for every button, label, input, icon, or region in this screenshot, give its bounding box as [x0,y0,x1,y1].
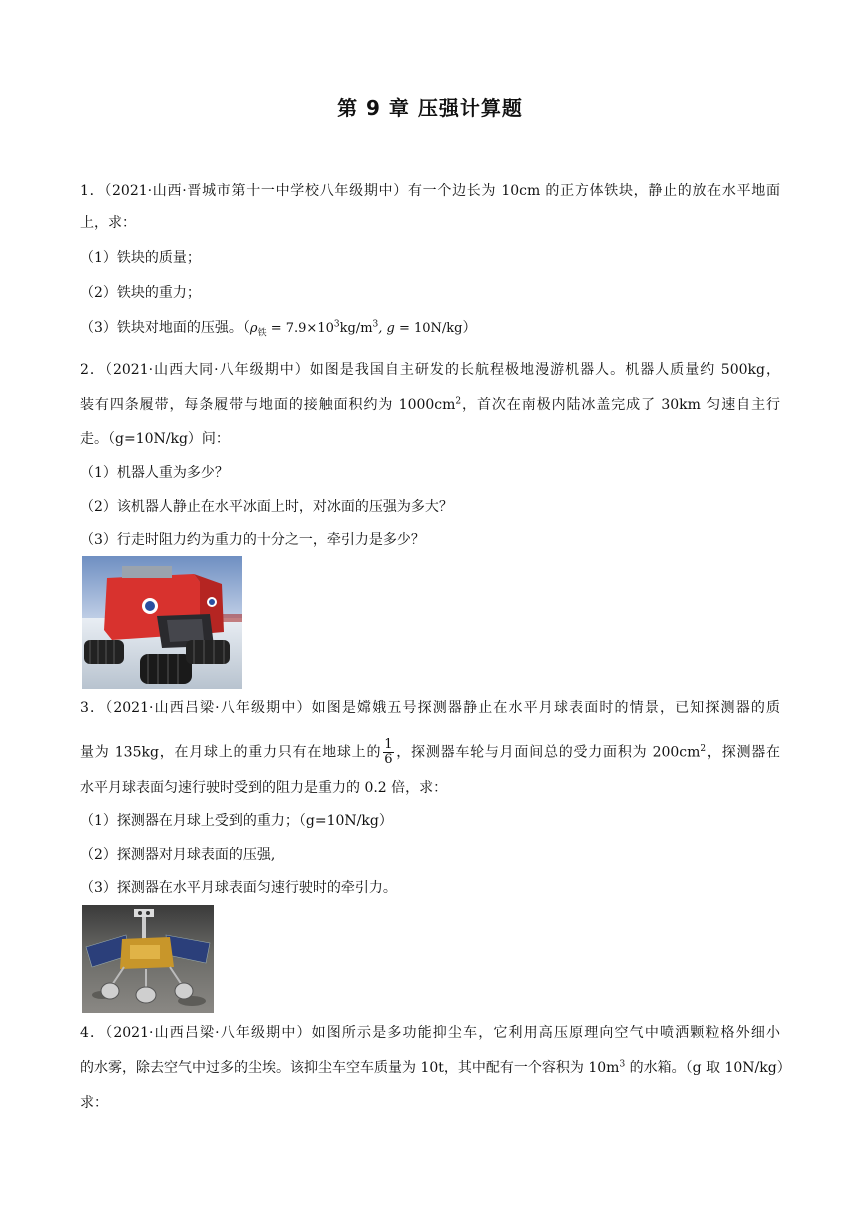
polar-robot-photo-icon [82,556,242,689]
rho-subscript: 铁 [257,328,267,339]
q1-sub3 [80,318,780,344]
density-unit-exponent: 3 [372,319,379,330]
one-sixth-fraction [383,738,393,767]
q2-line2 [80,395,780,415]
density-formula [249,319,463,339]
q2-line2-a: 装有四条履带，每条履带与地面的接触面积约为 1000cm [80,397,456,413]
rho-symbol: ρ [249,321,258,336]
density-exponent: 3 [333,319,340,330]
q3-sub3: （3）探测器在水平月球表面匀速行驶时的牵引力。 [80,880,397,896]
q3-area-exponent: 2 [700,743,707,754]
q3-line3: 水平月球表面匀速行驶时受到的阻力是重力的 0.2 倍，求： [80,780,448,796]
q3-line2 [80,738,780,767]
polar-robot-image [82,556,242,689]
g-symbol: , g [378,321,395,336]
density-unit: kg/m [339,321,373,336]
page-title: 第 9 章 压强计算题 [337,96,523,120]
q4-line3: 求： [80,1095,108,1111]
q1-sub3-suffix: ） [462,320,477,336]
lunar-rover-image [82,905,214,1013]
q2-line2-b: ，首次在南极内陆冰盖完成了 30km 匀速自主行 [461,397,780,413]
q2-sub2: （2）该机器人静止在水平冰面上时，对冰面的压强为多大？ [80,499,453,515]
fraction-denominator: 6 [384,752,393,767]
q1-sub1: （1）铁块的质量； [80,250,201,266]
q3-sub2: （2）探测器对月球表面的压强, [80,847,276,863]
q4-line2-a: 的水雾，除去空气中过多的尘埃。该抑尘车空车质量为 10t，其中配有一个容积为 10m [80,1060,620,1076]
density-value: = 7.9×10 [266,321,334,336]
q3-line2-a: 量为 135kg，在月球上的重力只有在地球上的 [80,744,382,761]
q1-line1: 1．（2021·山西·晋城市第十一中学校八年级期中）有一个边长为 10cm 的正方体铁块，静止的放在水平地面 [80,183,780,199]
q3-sub1: （1）探测器在月球上受到的重力；（g=10N/kg） [80,813,393,829]
q3-line2-c: ，探测器在 [706,744,781,761]
q2-sub1: （1）机器人重为多少？ [80,465,229,481]
q4-volume-exponent: 3 [619,1059,626,1070]
q2-sub3: （3）行走时阻力约为重力的十分之一，牵引力是多少？ [80,532,425,548]
q4-line1: 4．（2021·山西吕梁·八年级期中）如图所示是多功能抑尘车，它利用高压原理向空气中喷洒颗粒格外细小 [80,1025,780,1041]
q1-sub2: （2）铁块的重力； [80,285,201,301]
g-value: = 10N/kg [394,321,463,336]
q4-line2 [80,1058,791,1078]
q2-line1: 2．（2021·山西大同·八年级期中）如图是我国自主研发的长航程极地漫游机器人。机器人质量约 500kg， [80,362,780,378]
q4-line2-b: 的水箱。（g 取 10N/kg） [625,1060,791,1076]
q1-sub3-prefix: （3）铁块对地面的压强。（ [80,320,250,336]
q2-line3: 走。（g=10N/kg）问： [80,431,230,447]
q3-line1: 3．（2021·山西吕梁·八年级期中）如图是嫦娥五号探测器静止在水平月球表面时的情景，已知探测器的质 [80,700,780,716]
fraction-numerator: 1 [384,737,393,752]
q1-line2: 上，求： [80,215,136,231]
lunar-rover-photo-icon [82,905,214,1013]
q2-area-exponent: 2 [455,396,462,407]
q3-line2-b: ，探测器车轮与月面间总的受力面积为 200cm [395,744,701,761]
